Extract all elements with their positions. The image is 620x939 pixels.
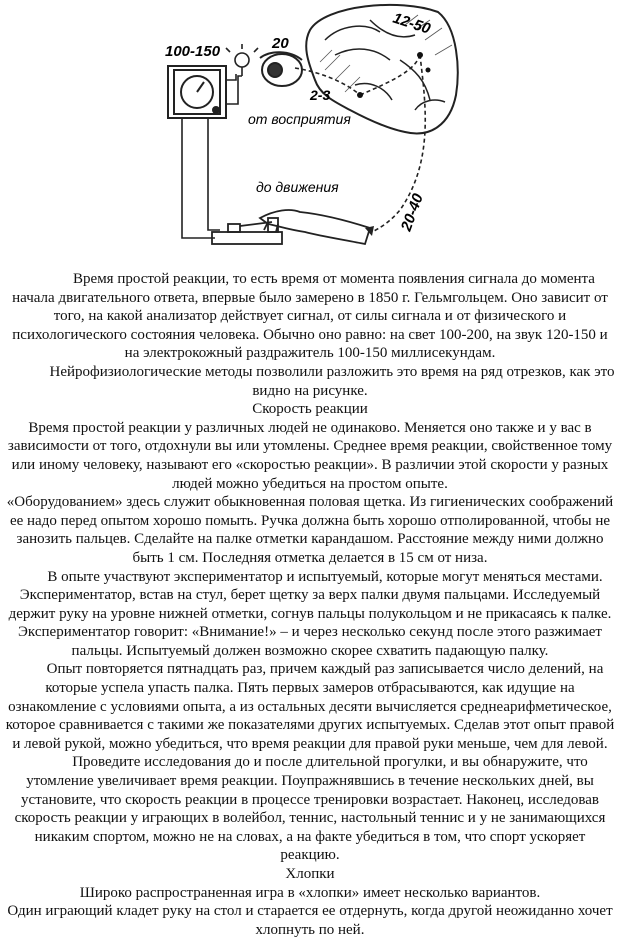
heading-claps: Хлопки (285, 866, 335, 882)
timer-label: 100-150 (165, 43, 221, 60)
heading-reaction-speed: Скорость реакции (252, 401, 368, 418)
eye-label: 20 (272, 35, 289, 52)
perception-caption: от восприятия (248, 111, 351, 127)
paragraph-4: «Оборудованием» здесь служит обыкновенная половая щетка. Из гигиенических соображений ее надо перед опытом хорошо помыть. Ручка должна быть хорошо отполированной, чтобы не занозить пальцев. Сделайте на палке отметки карандашом. Расстояние между ними должно быть 1 см. Последняя отметка делается в 15 см от низа. (6, 494, 614, 566)
article-text (4, 270, 616, 939)
motor-label: 20-40 (397, 191, 427, 234)
movement-caption: до движения (256, 179, 339, 195)
paragraph-7: Проведите исследования до и после длительной прогулки, и вы обнаружите, что утомление увеличивает время реакции. Поупражнявшись в течение нескольких дней, вы установите, что скорость реакции в процессе тренировки возрастает. Наконец, исследовав скорость реакции у играющих в волейбол, теннис, настольный теннис и у не занимающихся никаким спортом, можно не на словах, а на факте убедиться в том, что спорт ускоряет реакцию. (14, 754, 606, 864)
paragraph-6: Опыт повторяется пятнадцать раз, причем каждый раз записывается число делений, на которые успела упасть палка. Пять первых замеров отбрасываются, как идущие на ознакомление с условиями опыта, а из остальных десяти вычисляется среднеарифметическое, которое сравнивается с такими же показателями других испытуемых. Сделав этот опыт правой и левой рукой, можно убедиться, что время реакции для правой руки меньше, чем для левой. (5, 661, 615, 752)
paragraph-8: Широко распространенная игра в «хлопки» имеет несколько вариантов. (79, 884, 541, 901)
reaction-diagram-svg (160, 0, 460, 262)
paragraph-3: Время простой реакции у различных людей не одинаково. Меняется оно также и у вас в зависимости от того, отдохнули вы или утомлены. Среднее время реакции, свойственное тому или иному человеку, называют его «скоростью реакции». В различии этой скорости у разных людей можно убедиться на простом опыте. (7, 419, 613, 492)
paragraph-1: Время простой реакции, то есть время от момента появления сигнала до момента начала двигательного ответа, впервые было замерено в 1850 г. Гельмгольцем. Оно зависит от того, на какой анализатор действует сигнал, от силы сигнала и от физического и психологического состояния человека. Обычно оно равно: на свет 100-200, на звук 120-150 и на электрокожный раздражитель 100-150 миллисекундам. (12, 271, 608, 362)
paragraph-2: Нейрофизиологические методы позволили разложить это время на ряд отрезков, как это видно на рисунке. (49, 363, 615, 399)
brain-label: 12-50 (390, 9, 433, 38)
reaction-time-illustration (160, 0, 460, 262)
paragraph-5: В опыте участвуют экспериментатор и испытуемый, которые могут меняться местами. Экспериментатор, встав на стул, берет щетку за верх палки двумя пальцами. Исследуемый держит руку на уровне нижней отметки, согнув пальцы полукольцом и не прикасаясь к палке. Экспериментатор говорит: «Внимание!» – и через несколько секунд после этого разжимает пальцы. Испытуемый должен возможно скорее схватить падающую палку. (8, 568, 612, 659)
path-label: 2-3 (310, 87, 331, 103)
paragraph-9: Один играющий кладет руку на стол и старается ее отдернуть, когда другой неожиданно хочет хлопнуть по ней. (7, 903, 613, 938)
